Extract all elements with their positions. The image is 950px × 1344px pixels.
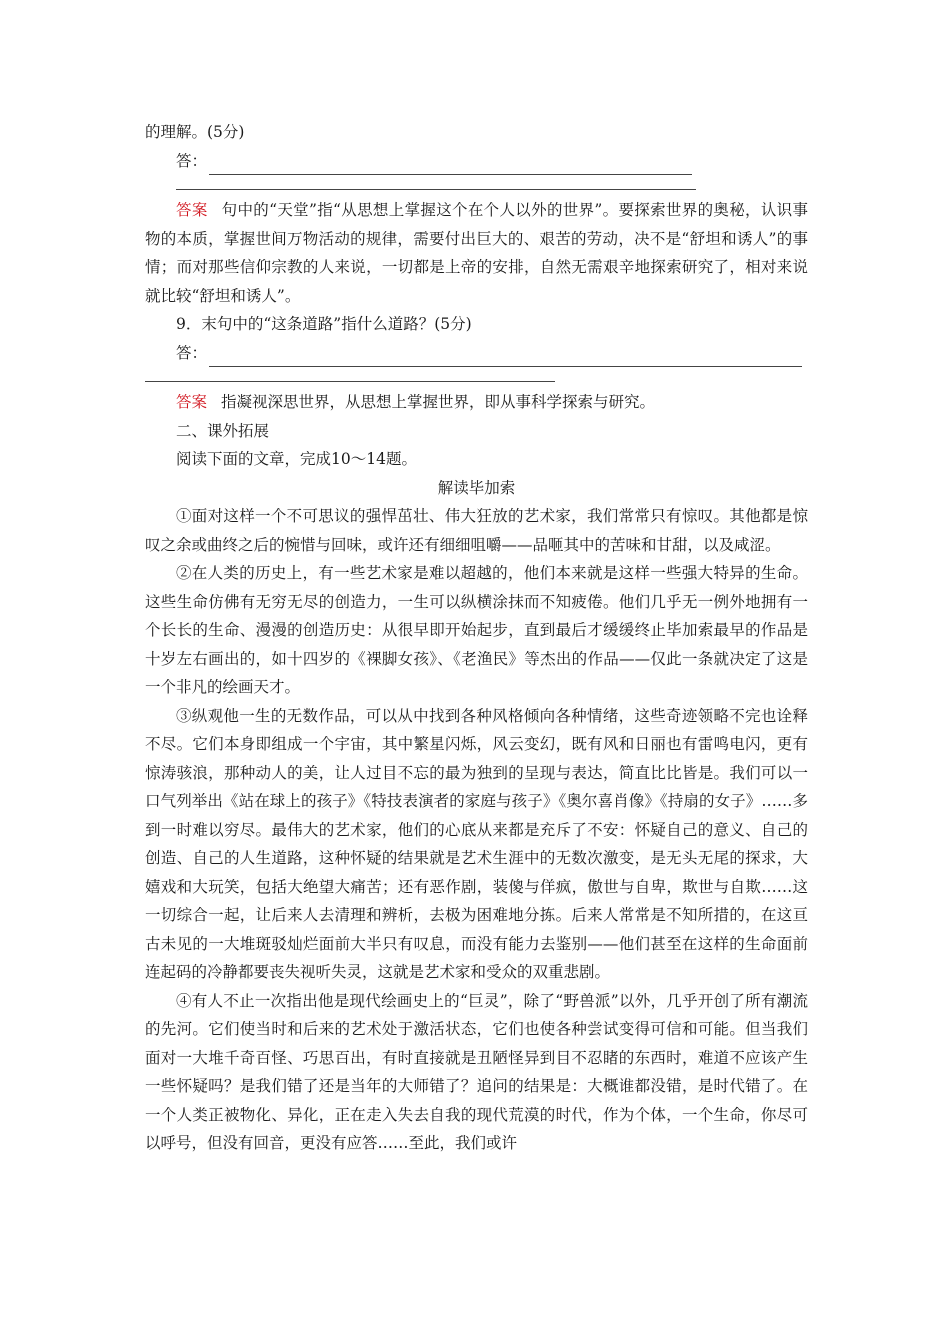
article-paragraph-2: ②在人类的历史上，有一些艺术家是难以超越的，他们本来就是这样一些强大特异的生命。这些生命仿佛有无穷无尽的创造力，一生可以纵横涂抹而不知疲倦。他们几乎无一例外地拥有一个长长的生命、漫漫的创造历史：从很早即开始起步，直到最后才缓缓终止毕加索最早的作品是十岁左右画出的，如十四岁的《裸脚女孩》、《老渔民》等杰出的作品——仅此一条就决定了这是一个非凡的绘画天才。: [145, 564, 808, 696]
article-title: 解读毕加索: [437, 478, 516, 497]
answer-prompt: 答：: [176, 151, 208, 170]
section-instruction: 阅读下面的文章，完成10～14题。: [176, 450, 417, 468]
answer-underline-2: [176, 175, 696, 190]
answer-q8: 答案 句中的“天堂”指“从思想上掌握这个在个人以外的世界”。要探索世界的奥秘，认识事物的本质，掌握世间万物活动的规律，需要付出巨大的、艰苦的劳动，决不是“舒坦和诱人”的事情；而对那些信仰宗教的人来说，一切都是上帝的安排，自然无需艰辛地探索研究了，相对来说就比较“舒坦和诱人”。: [145, 201, 808, 305]
answer-label: 答案: [176, 393, 208, 411]
answer-q9: 答案 指凝视深思世界，从思想上掌握世界，即从事科学探索与研究。: [176, 393, 656, 411]
article-paragraph-1: ①面对这样一个不可思议的强悍茁壮、伟大狂放的艺术家，我们常常只有惊叹。其他都是惊叹之余或曲终之后的惋惜与回味，或许还有细细咀嚼——品咂其中的苦味和甘甜，以及咸涩。: [145, 507, 808, 554]
question-continuation: 的理解。(5分): [145, 123, 245, 141]
article-paragraph-3: ③纵观他一生的无数作品，可以从中找到各种风格倾向各种情绪，这些奇迹领略不完也诠释不尽。它们本身即组成一个宇宙，其中繁星闪烁，风云变幻，既有风和日丽也有雷鸣电闪，更有惊涛骇浪，那种动人的美，让人过目不忘的最为独到的呈现与表达，简直比比皆是。我们可以一口气列举出《站在球上的孩子》《特技表演者的家庭与孩子》《奥尔喜肖像》《持扇的女子》……多到一时难以穷尽。最伟大的艺术家，他们的心底从来都是充斥了不安：怀疑自己的意义、自己的创造、自己的人生道路，这种怀疑的结果就是艺术生涯中的无数次激变，是无头无尾的探求，大嬉戏和大玩笑，包括大绝望大痛苦；还有恶作剧，装傻与佯疯，傲世与自卑，欺世与自欺……这一切综合一起，让后来人去清理和辨析，去极为困难地分拣。后来人常常是不知所措的，在这亘古未见的一大堆斑驳灿烂面前大半只有叹息，而没有能力去鉴别——他们甚至在这样的生命面前连起码的冷静都要丧失视听失灵，这就是艺术家和受众的双重悲剧。: [145, 706, 808, 981]
answer-field-q9[interactable]: [145, 339, 808, 368]
answer-underline: [209, 348, 802, 367]
section-heading: 二、课外拓展: [176, 421, 270, 440]
answer-prompt: 答：: [176, 343, 208, 362]
answer-field-q8[interactable]: [145, 147, 808, 176]
answer-underline: [209, 156, 692, 175]
answer-label: 答案: [176, 201, 208, 219]
question-9: 9．末句中的“这条道路”指什么道路？(5分): [176, 315, 472, 333]
answer-underline-2: [145, 367, 555, 382]
article-paragraph-4: ④有人不止一次指出他是现代绘画史上的“巨灵”，除了“野兽派”以外，几乎开创了所有潮流的先河。它们使当时和后来的艺术处于激活状态，它们也使各种尝试变得可信和可能。但当我们面对一大堆千奇百怪、巧思百出，有时直接就是丑陋怪异到目不忍睹的东西时，难道不应该产生一些怀疑吗？是我们错了还是当年的大师错了？追问的结果是：大概谁都没错，是时代错了。在一个人类正被物化、异化，正在走入失去自我的现代荒漠的时代，作为个体，一个生命，你尽可以呼号，但没有回音，更没有应答……至此，我们或许: [145, 991, 808, 1152]
